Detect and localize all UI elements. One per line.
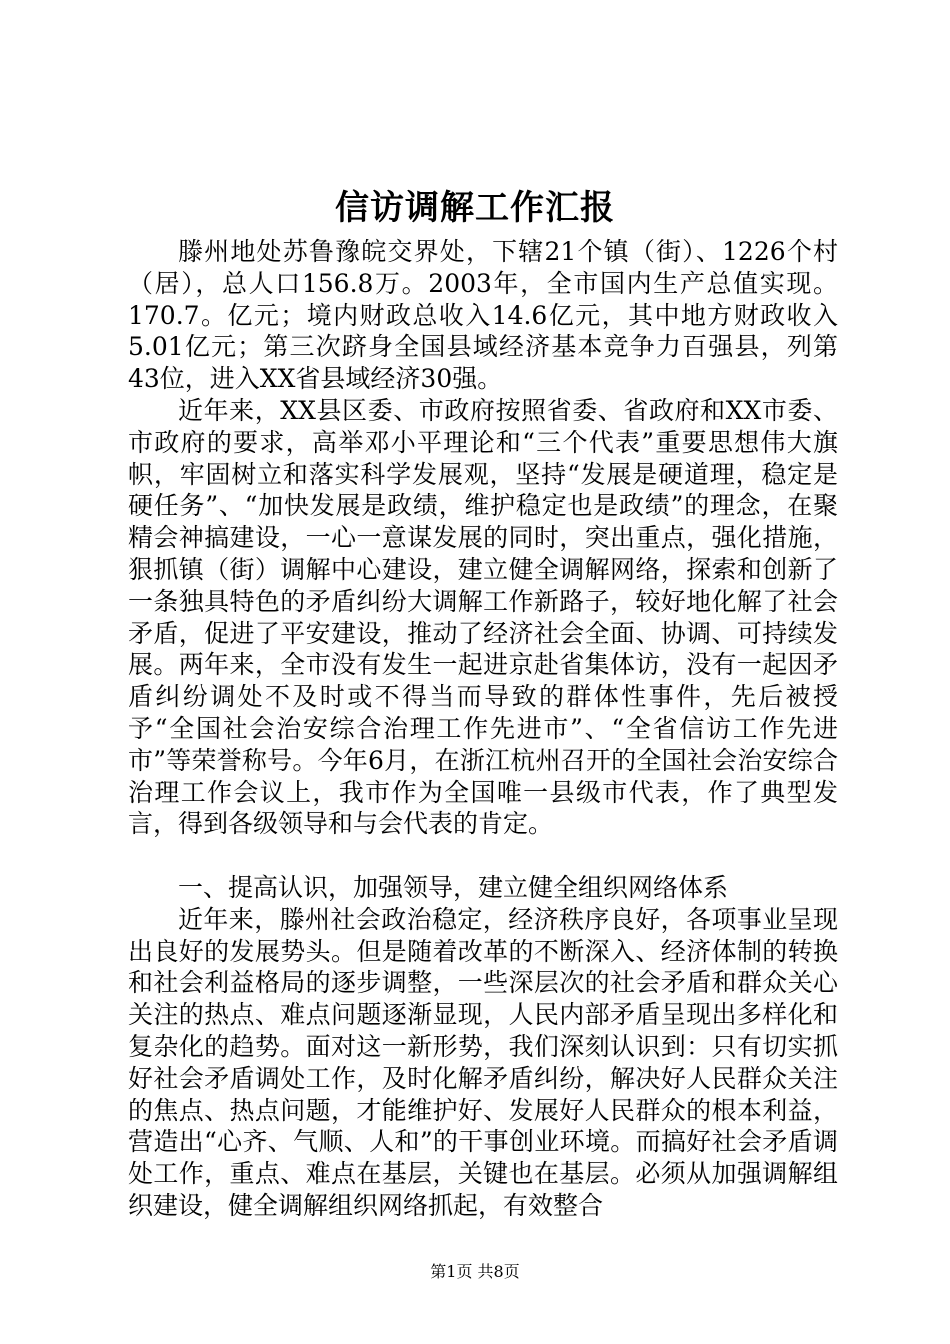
page-number-footer: 第1页 共8页	[430, 1262, 520, 1281]
intro-paragraph: 滕州地处苏鲁豫皖交界处，下辖21个镇（街）、1226个村（居），总人口156.8万。2003年，全市国内生产总值实现。170.7。亿元；境内财政总收入14.6亿元，其中地方财政收入5.01亿元；第三次跻身全国县域经济基本竞争力百强县，列第43位，进入XX省县域经济30强。	[128, 237, 838, 394]
section-paragraph: 近年来，滕州社会政治稳定，经济秩序良好，各项事业呈现出良好的发展势头。但是随着改革的不断深入、经济体制的转换和社会利益格局的逐步调整，一些深层次的社会矛盾和群众关心关注的热点、难点问题逐渐显现，人民内部矛盾呈现出多样化和复杂化的趋势。面对这一新形势，我们深刻认识到：只有切实抓好社会矛盾调处工作，及时化解矛盾纠纷，解决好人民群众关注的焦点、热点问题，才能维护好、发展好人民群众的根本利益，营造出“心齐、气顺、人和”的干事创业环境。而搞好社会矛盾调处工作，重点、难点在基层，关键也在基层。必须从加强调解组织建设，健全调解组织网络抓起，有效整合	[128, 904, 838, 1220]
overview-paragraph: 近年来，XX县区委、市政府按照省委、省政府和XX市委、市政府的要求，高举邓小平理论和“三个代表”重要思想伟大旗帜，牢固树立和落实科学发展观，坚持“发展是硬道理，稳定是硬任务”、“加快发展是政绩，维护稳定也是政绩”的理念，在聚精会神搞建设，一心一意谋发展的同时，突出重点，强化措施，狠抓镇（街）调解中心建设，建立健全调解网络，探索和创新了一条独具特色的矛盾纠纷大调解工作新路子，较好地化解了社会矛盾，促进了平安建设，推动了经济社会全面、协调、可持续发展。两年来，全市没有发生一起进京赴省集体访，没有一起因矛盾纠纷调处不及时或不得当而导致的群体性事件，先后被授予“全国社会治安综合治理工作先进市”、“全省信访工作先进市”等荣誉称号。今年6月，在浙江杭州召开的全国社会治安综合治理工作会议上，我市作为全国唯一县级市代表，作了典型发言，得到各级领导和与会代表的肯定。	[128, 395, 838, 839]
page-title: 信访调解工作汇报	[335, 188, 615, 228]
document-body	[128, 236, 838, 1222]
section-heading: 一、提高认识，加强领导，建立健全组织网络体系	[178, 872, 729, 902]
